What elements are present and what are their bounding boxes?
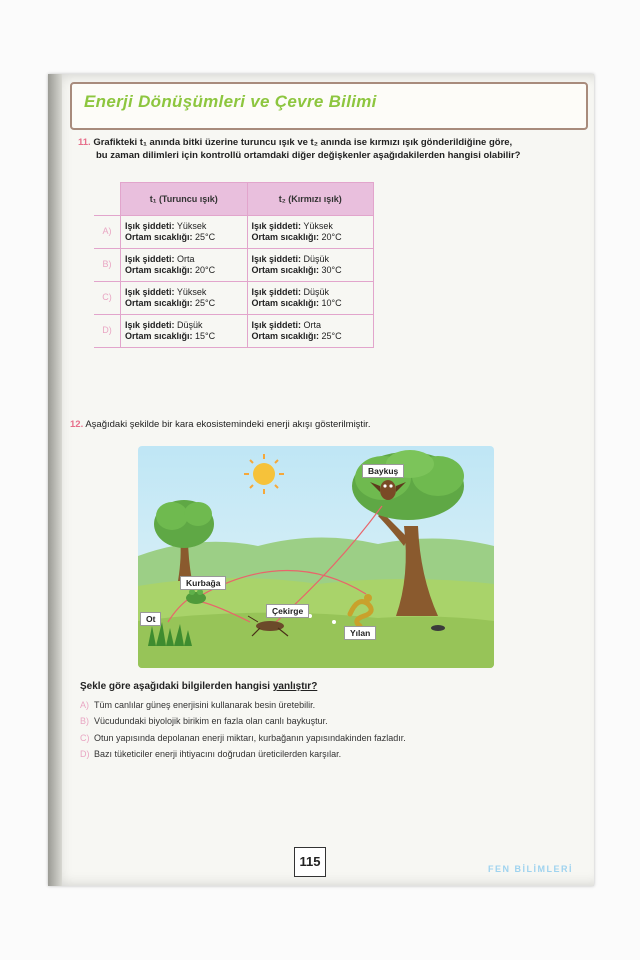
t1-cell: Işık şiddeti: Yüksek Ortam sıcaklığı: 25°C: [121, 281, 248, 314]
ground-front: [138, 613, 494, 668]
question-12-stem: Şekle göre aşağıdaki bilgilerden hangisi: [80, 681, 273, 692]
t2-cell: Işık şiddeti: Yüksek Ortam sıcaklığı: 20°C: [247, 215, 374, 248]
table-row[interactable]: [94, 314, 374, 347]
t1-cell: Işık şiddeti: Düşük Ortam sıcaklığı: 15°C: [121, 314, 248, 347]
answer-table: [94, 182, 374, 348]
col-header-t1: t₁ (Turuncu ışık): [121, 183, 248, 216]
question-12-number: 12.: [70, 419, 84, 430]
t1-cell: Işık şiddeti: Yüksek Ortam sıcaklığı: 25°C: [121, 215, 248, 248]
option-d[interactable]: D) Bazı tüketiciler enerji ihtiyacını doğrudan üreticilerden karşılar.: [80, 749, 342, 759]
t2-cell: Işık şiddeti: Düşük Ortam sıcaklığı: 30°C: [247, 248, 374, 281]
option-letter: A): [94, 215, 121, 248]
question-11-number: 11.: [78, 137, 91, 148]
question-11-line1: Grafikteki t₁ anında bitki üzerine turuncu ışık ve t₂ anında ise kırmızı ışık gönderildiğine göre,: [93, 137, 513, 148]
label-owl: Baykuş: [362, 464, 404, 478]
t2-cell: Işık şiddeti: Orta Ortam sıcaklığı: 25°C: [247, 314, 374, 347]
t1-cell: Işık şiddeti: Orta Ortam sıcaklığı: 20°C: [121, 248, 248, 281]
chapter-title: Enerji Dönüşümleri ve Çevre Bilimi: [84, 92, 377, 111]
option-letter: B): [94, 248, 121, 281]
table-row[interactable]: [94, 281, 374, 314]
flower: [332, 620, 336, 624]
t2-cell: Işık şiddeti: Düşük Ortam sıcaklığı: 10°C: [247, 281, 374, 314]
table-header-row: [94, 183, 374, 216]
question-12-intro: Aşağıdaki şekilde bir kara ekosistemindeki enerji akışı gösterilmiştir.: [85, 419, 371, 430]
book-brand: FEN BİLİMLERİ: [488, 864, 573, 874]
question-12: [70, 418, 580, 431]
ecosystem-svg: [138, 446, 494, 668]
col-header-t2: t₂ (Kırmızı ışık): [247, 183, 374, 216]
label-grass: Ot: [140, 612, 161, 626]
question-12-prompt: [80, 680, 580, 693]
table-row[interactable]: [94, 248, 374, 281]
option-c[interactable]: C) Otun yapısında depolanan enerji miktarı, kurbağanın yapısındakinden fazladır.: [80, 733, 406, 743]
question-12-keyword: yanlıştır?: [272, 681, 318, 692]
ecosystem-illustration: [138, 446, 494, 668]
label-cricket: Çekirge: [266, 604, 309, 618]
label-frog: Kurbağa: [180, 576, 226, 590]
rock: [431, 625, 445, 631]
option-letter: C): [94, 281, 121, 314]
table-row[interactable]: [94, 215, 374, 248]
chapter-header: [70, 82, 588, 130]
question-11-line2: bu zaman dilimleri için kontrollü ortamdaki diğer değişkenler aşağıdakilerden hangisi olabilir?: [96, 150, 521, 161]
option-a[interactable]: A) Tüm canlılar güneş enerjisini kullanarak besin üretebilir.: [80, 700, 316, 710]
option-b[interactable]: B) Vücudundaki biyolojik birikim en fazla olan canlı baykuştur.: [80, 716, 328, 726]
label-snake: Yılan: [344, 626, 376, 640]
option-letter: D): [94, 314, 121, 347]
question-11: [78, 136, 588, 162]
book-spine-shadow: [48, 74, 62, 886]
page-number: 115: [294, 847, 326, 877]
